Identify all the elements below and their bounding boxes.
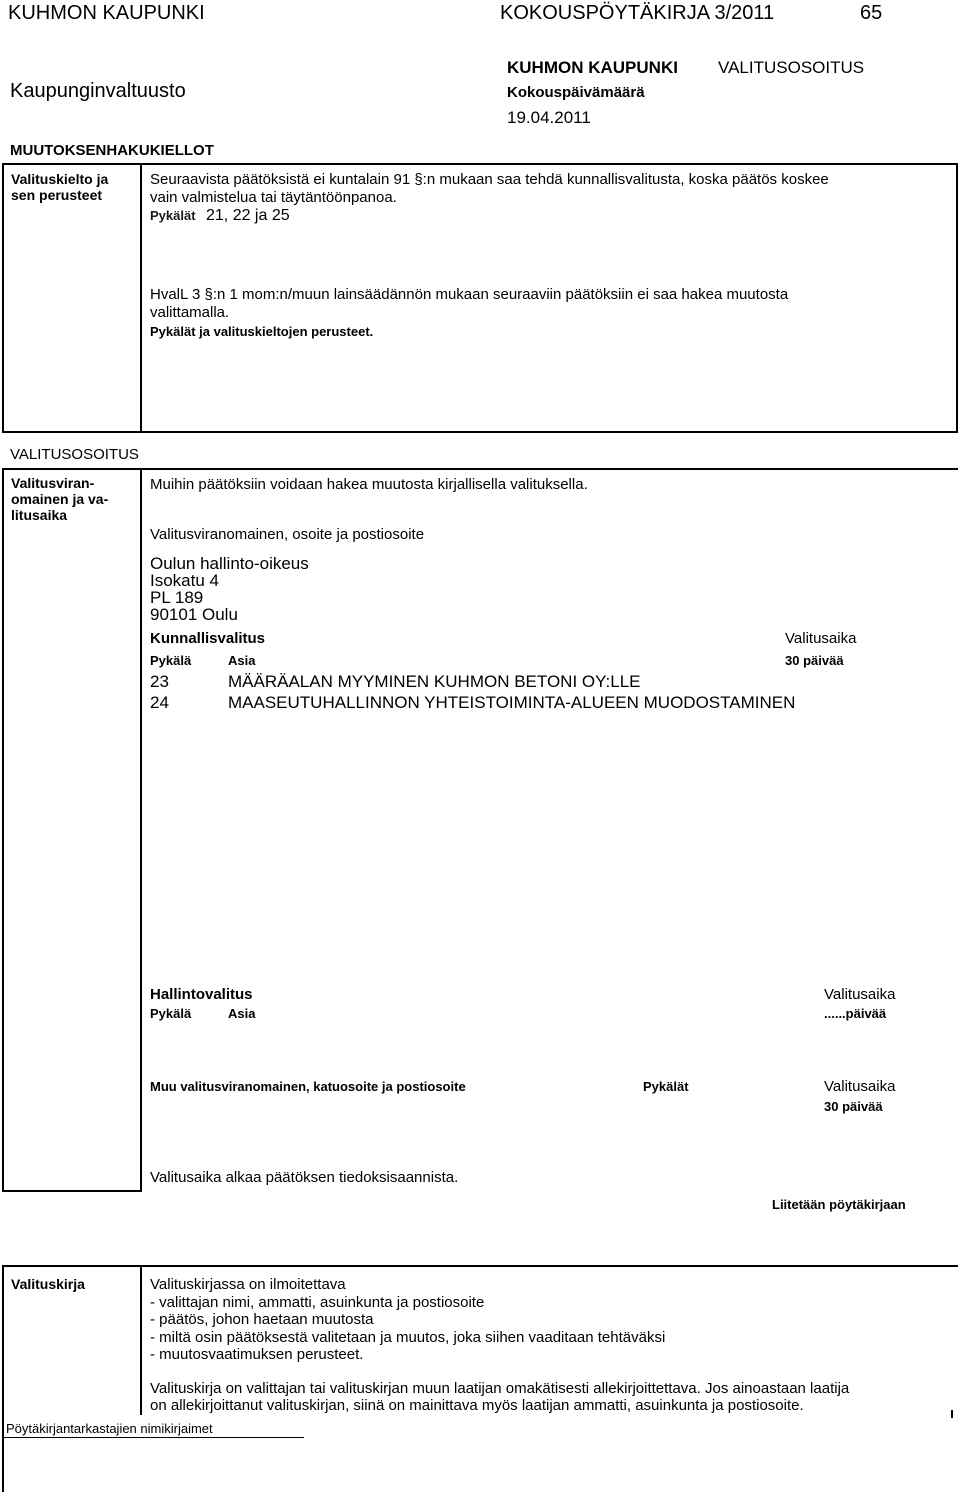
kunnallisvalitus-title: Kunnallisvalitus — [150, 630, 266, 647]
pykalat-perusteet-label: Pykälät ja valituskieltojen perusteet. — [150, 324, 374, 339]
pykalat-label: Pykälät — [150, 208, 196, 223]
side-label-valituskirja: Valituskirja — [11, 1276, 85, 1292]
hallintovalitus-title: Hallintovalitus — [150, 986, 253, 1003]
meeting-date-label: Kokouspäivämäärä — [507, 84, 645, 101]
appeal-start-note: Valitusaika alkaa päätöksen tiedoksisaannista. — [150, 1169, 459, 1186]
table-row — [150, 693, 795, 713]
table-row — [150, 672, 641, 692]
section-column-divider — [140, 163, 142, 433]
valituskirja-top-border — [2, 1265, 958, 1267]
valituskirja-right-tick — [951, 1410, 953, 1418]
valituskirja-requirements — [150, 1276, 665, 1364]
section-heading-valitusosoitus: VALITUSOSOITUS — [10, 446, 139, 463]
section-right-border — [956, 163, 958, 433]
valituskirja-left-border — [2, 1265, 4, 1492]
valituskirja-paragraph: Valituskirja on valittajan tai valituskirjan muun laatijan omakätisesti allekirjoittettava. Jos ainoastaan laatija on allekirjoittanut valituskirjan, siinä on mainittava myös laatijan ammatti, asuinkunta ja postiosoite. — [150, 1380, 850, 1414]
list-item: - miltä osin päätöksestä valitetaan ja muutos, joka siihen vaaditaan tehtäväksi — [150, 1328, 666, 1346]
header-body: Kaupunginvaltuusto — [10, 80, 186, 102]
list-item: - päätös, johon haetaan muutosta — [150, 1311, 374, 1328]
authority-address: Oulun hallinto-oikeus Isokatu 4 PL 189 90101 Oulu — [150, 554, 309, 624]
authority-label: Valitusviranomainen, osoite ja postiosoite — [150, 526, 425, 543]
section-left-border — [2, 163, 4, 433]
valituskielto-paragraph: Seuraavista päätöksistä ei kuntalain 91 §:n mukaan saa tehdä kunnallisvalitusta, koska päätös koskee vain valmistelua tai täytäntöönpanoa. — [150, 171, 829, 206]
other-authority-period-value: 30 päivää — [824, 1099, 883, 1114]
section-top-border — [2, 163, 958, 165]
valitus-intro: Muihin päätöksiin voidaan hakea muutosta kirjallisella valituksella. — [150, 476, 588, 493]
other-authority-pykalat: Pykälät — [643, 1079, 689, 1094]
hallintovalitus-period-value: ......päivää — [824, 1006, 887, 1021]
valitusosoitus-column-divider — [140, 468, 142, 1192]
kunnallisvalitus-period-label: Valitusaika — [785, 630, 857, 647]
valituskirja-column-divider — [140, 1265, 142, 1415]
side-label-valitusviranomainen: Valitusviran- omainen ja va- litusaika — [11, 475, 109, 523]
hvall-paragraph: HvalL 3 §:n 1 mom:n/muun lainsäädännön mukaan seuraaviin päätöksiin ei saa hakea muutosta valittamalla. — [150, 286, 789, 321]
row-subject: MAASEUTUHALLINNON YHTEISTOIMINTA-ALUEEN MUODOSTAMINEN — [228, 693, 796, 712]
valitusosoitus-top-border — [2, 468, 958, 470]
header-org-secondary: KUHMON KAUPUNKI — [507, 58, 678, 77]
other-authority-label: Muu valitusviranomainen, katuosoite ja postiosoite — [150, 1079, 466, 1094]
hallintovalitus-col-pykala: Pykälä — [150, 1006, 192, 1021]
kunnallisvalitus-col-pykala: Pykälä — [150, 653, 192, 668]
header-doc-type: VALITUSOSOITUS — [718, 58, 865, 77]
signature-line — [2, 1437, 304, 1438]
section-heading-muutoksenhakukiellot: MUUTOKSENHAKUKIELLOT — [10, 142, 214, 159]
row-subject: MÄÄRÄALAN MYYMINEN KUHMON BETONI OY:LLE — [228, 672, 641, 691]
row-number: 24 — [150, 693, 169, 712]
kunnallisvalitus-col-asia: Asia — [228, 653, 256, 668]
kunnallisvalitus-period-value: 30 päivää — [785, 653, 844, 668]
header-doc-title: KOKOUSPÖYTÄKIRJA 3/2011 — [500, 2, 775, 24]
signature-label: Pöytäkirjantarkastajien nimikirjaimet — [6, 1421, 213, 1436]
pykalat-value: 21, 22 ja 25 — [206, 207, 290, 224]
side-label-valituskielto: Valituskielto ja sen perusteet — [11, 171, 109, 203]
header-org: KUHMON KAUPUNKI — [8, 2, 205, 24]
list-item: - valittajan nimi, ammatti, asuinkunta ja postiosoite — [150, 1293, 485, 1311]
valitusosoitus-bottom-border — [2, 1190, 142, 1192]
other-authority-period-label: Valitusaika — [824, 1078, 896, 1095]
meeting-date: 19.04.2011 — [507, 108, 591, 127]
hallintovalitus-col-asia: Asia — [228, 1006, 256, 1021]
valitusosoitus-left-border — [2, 468, 4, 1192]
hallintovalitus-period-label: Valitusaika — [824, 986, 896, 1003]
attach-note: Liitetään pöytäkirjaan — [772, 1197, 906, 1212]
header-page-number: 65 — [860, 2, 883, 24]
pykalat-line — [150, 207, 290, 225]
section-bottom-border — [2, 431, 958, 433]
row-number: 23 — [150, 672, 169, 691]
list-item: Valituskirjassa on ilmoitettava — [150, 1276, 346, 1293]
list-item: - muutosvaatimuksen perusteet. — [150, 1346, 364, 1363]
